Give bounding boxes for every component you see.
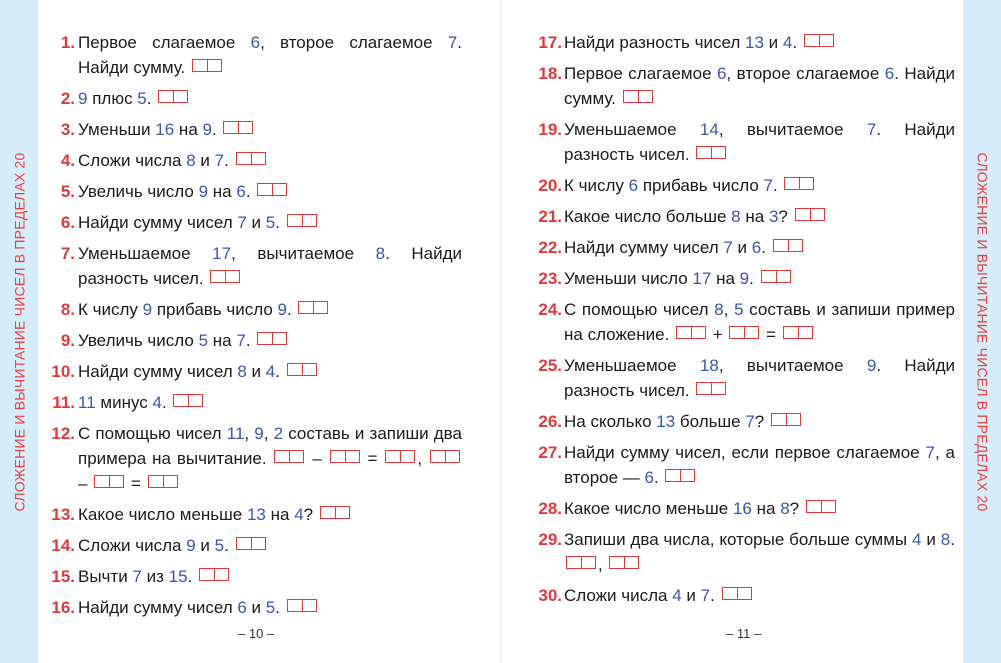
task-text: . [950, 530, 955, 549]
number-value: 7 [214, 151, 225, 170]
number-value: 7 [237, 213, 247, 232]
task-text: Первое слагаемое [564, 64, 717, 83]
task-item [48, 297, 462, 322]
task-text: . [211, 120, 222, 139]
answer-box[interactable] [158, 90, 188, 103]
task-text: С помощью чисел [78, 424, 227, 443]
answer-box[interactable] [257, 183, 287, 196]
task-number: 5. [60, 182, 75, 201]
task-text: . [749, 269, 759, 288]
task-number: 17. [538, 33, 562, 52]
task-text: Сложи числа [564, 586, 673, 605]
number-value: 9 [198, 182, 209, 201]
number-value: 5 [198, 331, 209, 350]
number-value: 17 [692, 269, 712, 288]
number-value: 8 [940, 530, 951, 549]
task-text: и [246, 213, 266, 232]
task-number: 4. [60, 151, 75, 170]
number-value: 16 [155, 120, 175, 139]
number-value: 9 [202, 120, 212, 139]
answer-box[interactable] [609, 556, 639, 569]
task-item [534, 173, 955, 198]
task-number: 14. [51, 536, 75, 555]
task-text: Найди сумму чисел [78, 362, 238, 381]
task-number: 21. [538, 207, 562, 226]
task-text: и [195, 151, 215, 170]
task-text: составь и запиши два примера на вычитание. [78, 424, 462, 468]
task-item [534, 527, 955, 577]
task-text: . [275, 213, 285, 232]
task-text: . [224, 536, 234, 555]
task-number: 10. [51, 362, 75, 381]
task-text: Увеличь число [78, 331, 199, 350]
task-item [48, 359, 462, 384]
number-value: 9 [866, 356, 877, 375]
number-value: 6 [236, 182, 246, 201]
task-text: . [161, 393, 172, 412]
task-text: . Найди разность чисел. [78, 244, 463, 288]
task-text: прибавь число [638, 176, 764, 195]
task-item [534, 409, 955, 434]
task-number: 26. [538, 412, 562, 431]
task-text: , вычитаемое [718, 120, 867, 139]
page-number-right: – 11 – [726, 626, 762, 641]
task-text: Найди сумму чисел, если первое слагаемое [564, 443, 926, 462]
task-number: 2. [60, 89, 75, 108]
task-number: 23. [538, 269, 562, 288]
number-value: 7 [447, 33, 458, 52]
answer-box[interactable] [676, 326, 706, 339]
right-page [501, 0, 963, 663]
task-text: Первое слагаемое [78, 33, 251, 52]
answer-box[interactable] [330, 450, 360, 463]
task-item [48, 210, 462, 235]
task-number: 15. [51, 567, 75, 586]
task-text: . [761, 238, 771, 257]
task-text: Уменьши [78, 120, 156, 139]
task-item [534, 30, 955, 55]
task-text: Какое число больше [564, 207, 732, 226]
task-text: , а второе — [564, 443, 956, 487]
answer-box[interactable] [806, 500, 836, 513]
number-value: 17 [212, 244, 232, 263]
task-text: + [708, 325, 728, 344]
answer-box[interactable] [696, 382, 726, 395]
task-text: и [921, 530, 941, 549]
number-value: 6 [644, 468, 654, 487]
task-text: из [141, 567, 169, 586]
task-item [48, 328, 462, 353]
number-value: 9 [254, 424, 264, 443]
task-number: 9. [60, 331, 75, 350]
task-number: 28. [538, 499, 562, 518]
number-value: 6 [716, 64, 727, 83]
answer-box[interactable] [804, 34, 834, 47]
task-item [534, 235, 955, 260]
answer-box[interactable] [665, 469, 695, 482]
task-text: Увеличь число [78, 182, 199, 201]
task-number: 12. [51, 424, 75, 443]
number-value: 8 [780, 499, 790, 518]
task-text: , второе слагаемое [260, 33, 448, 52]
task-text: На сколько [564, 412, 657, 431]
left-page [38, 0, 500, 663]
task-list-right [534, 30, 955, 614]
task-number: 30. [538, 586, 562, 605]
number-value: 5 [137, 89, 147, 108]
number-value: 8 [186, 151, 196, 170]
answer-box[interactable] [274, 450, 304, 463]
answer-box[interactable] [148, 475, 178, 488]
answer-box[interactable] [773, 239, 803, 252]
answer-box[interactable] [696, 146, 726, 159]
number-value: 6 [884, 64, 895, 83]
chapter-title-vertical-right: СЛОЖЕНИЕ И ВЫЧИТАНИЕ ЧИСЕЛ В ПРЕДЕЛАХ 20 [974, 151, 991, 512]
number-value: 6 [628, 176, 639, 195]
number-value: 5 [214, 536, 225, 555]
task-item [534, 583, 955, 608]
task-text: , [598, 555, 608, 574]
answer-box[interactable] [223, 121, 253, 134]
task-item [48, 30, 462, 80]
number-value: 18 [699, 356, 719, 375]
task-number: 16. [51, 598, 75, 617]
task-text: . Найди разность чисел. [564, 356, 956, 400]
task-text: . [287, 300, 297, 319]
number-value: 13 [246, 505, 266, 524]
task-number: 29. [538, 530, 562, 549]
task-text: на [208, 182, 237, 201]
task-text: . Найди сумму. [78, 33, 463, 77]
number-value: 5 [265, 213, 276, 232]
answer-box[interactable] [236, 152, 266, 165]
task-text: . Найди разность чисел. [564, 120, 956, 164]
task-item [48, 595, 462, 620]
task-text: и [732, 238, 752, 257]
task-number: 3. [60, 120, 75, 139]
number-value: 9 [739, 269, 750, 288]
task-text: на [174, 120, 203, 139]
task-item [48, 390, 462, 415]
task-text: С помощью чисел [564, 300, 715, 319]
task-text: Сложи числа [78, 536, 187, 555]
task-item [48, 533, 462, 558]
answer-box[interactable] [210, 270, 240, 283]
task-text: на [265, 505, 295, 524]
answer-box[interactable] [236, 537, 266, 550]
task-item [534, 440, 955, 490]
task-item [534, 496, 955, 521]
task-number: 19. [538, 120, 562, 139]
task-text: и [195, 536, 215, 555]
task-number: 7. [60, 244, 75, 263]
task-text: ? [789, 499, 804, 518]
answer-box[interactable] [192, 59, 222, 72]
task-number: 8. [60, 300, 75, 319]
task-text: , [263, 424, 274, 443]
answer-box[interactable] [287, 214, 317, 227]
answer-box[interactable] [761, 270, 791, 283]
task-text: минус [95, 393, 153, 412]
task-item [48, 502, 462, 527]
task-text: , [417, 449, 429, 468]
number-value: 4 [152, 393, 162, 412]
answer-box[interactable] [257, 332, 287, 345]
number-value: 7 [925, 443, 935, 462]
task-text: . [275, 362, 285, 381]
number-value: 11 [226, 424, 245, 443]
task-number: 6. [60, 213, 75, 232]
task-text: ? [303, 505, 318, 524]
task-text: , [244, 424, 255, 443]
task-text: . Найди сумму. [564, 64, 956, 108]
answer-box[interactable] [199, 568, 229, 581]
number-value: 9 [277, 300, 287, 319]
answer-box[interactable] [298, 301, 328, 314]
task-text: , [723, 300, 735, 319]
task-text: . [146, 89, 157, 108]
number-value: 4 [294, 505, 304, 524]
task-item [48, 564, 462, 589]
number-value: 13 [656, 412, 676, 431]
task-text: на [711, 269, 740, 288]
task-text: Найди разность чисел [564, 33, 745, 52]
task-text: . [654, 468, 664, 487]
task-text: Какое число меньше [78, 505, 247, 524]
number-value: 9 [186, 536, 196, 555]
task-text: и [681, 586, 701, 605]
right-side-strip [963, 0, 1001, 663]
number-value: 13 [744, 33, 764, 52]
number-value: 6 [250, 33, 261, 52]
number-value: 4 [782, 33, 793, 52]
task-item [48, 148, 462, 173]
task-item [534, 117, 955, 167]
task-text: , вычитаемое [718, 356, 867, 375]
task-number: 18. [538, 64, 562, 83]
task-text: прибавь число [152, 300, 278, 319]
number-value: 8 [731, 207, 741, 226]
task-text: Найди сумму чисел [564, 238, 724, 257]
answer-box[interactable] [430, 450, 460, 463]
task-text: . [187, 567, 198, 586]
task-text: ? [754, 412, 769, 431]
number-value: 4 [672, 586, 682, 605]
task-text: . [245, 182, 256, 201]
task-text: Уменьшаемое [564, 356, 700, 375]
task-text: , вычитаемое [231, 244, 376, 263]
number-value: 7 [132, 567, 142, 586]
chapter-title-vertical-left: СЛОЖЕНИЕ И ВЫЧИТАНИЕ ЧИСЕЛ В ПРЕДЕЛАХ 20 [11, 151, 28, 512]
number-value: 7 [700, 586, 711, 605]
task-text: . [773, 176, 783, 195]
task-text: – [78, 474, 93, 493]
task-text: на [751, 499, 781, 518]
answer-box[interactable] [320, 506, 350, 519]
task-text: = [126, 474, 146, 493]
answer-box[interactable] [729, 326, 759, 339]
task-text: . [792, 33, 802, 52]
number-value: 9 [142, 300, 153, 319]
task-text: . [245, 331, 256, 350]
task-number: 25. [538, 356, 562, 375]
page-number-left: – 10 – [238, 626, 275, 641]
task-text: и [763, 33, 783, 52]
answer-box[interactable] [771, 413, 801, 426]
task-text: К числу [78, 300, 143, 319]
number-value: 9 [78, 89, 88, 108]
task-item [534, 353, 955, 403]
answer-box[interactable] [287, 363, 317, 376]
task-item [48, 179, 462, 204]
number-value: 6 [751, 238, 762, 257]
task-item [48, 241, 462, 291]
task-text: Какое число меньше [564, 499, 733, 518]
task-text: и [246, 598, 266, 617]
task-text: плюс [87, 89, 138, 108]
number-value: 15 [168, 567, 188, 586]
answer-box[interactable] [623, 90, 653, 103]
task-list-left [48, 30, 462, 626]
task-item [534, 266, 955, 291]
answer-box[interactable] [784, 177, 814, 190]
answer-box[interactable] [566, 556, 596, 569]
task-number: 11. [52, 393, 75, 412]
task-text: Сложи числа [78, 151, 187, 170]
number-value: 6 [237, 598, 247, 617]
task-text: Уменьши число [564, 269, 693, 288]
task-text: . [710, 586, 720, 605]
task-item [48, 86, 462, 111]
task-item [534, 204, 955, 229]
number-value: 8 [375, 244, 386, 263]
answer-box[interactable] [94, 475, 124, 488]
number-value: 14 [699, 120, 719, 139]
task-item [534, 61, 955, 111]
task-number: 20. [538, 176, 562, 195]
number-value: 7 [236, 331, 246, 350]
number-value: 8 [714, 300, 724, 319]
task-item [48, 421, 462, 496]
answer-box[interactable] [795, 208, 825, 221]
number-value: 16 [732, 499, 752, 518]
task-number: 22. [538, 238, 562, 257]
task-text: на [208, 331, 237, 350]
number-value: 8 [237, 362, 247, 381]
task-number: 27. [538, 443, 562, 462]
number-value: 5 [265, 598, 276, 617]
task-text: Найди сумму чисел [78, 213, 238, 232]
answer-box[interactable] [173, 394, 203, 407]
task-text: и [246, 362, 266, 381]
task-text: = [761, 325, 781, 344]
answer-box[interactable] [722, 587, 752, 600]
task-text: – [306, 449, 328, 468]
number-value: 7 [866, 120, 877, 139]
task-number: 1. [60, 33, 75, 52]
task-item [534, 297, 955, 347]
number-value: 4 [265, 362, 276, 381]
number-value: 7 [745, 412, 755, 431]
task-text: больше [675, 412, 746, 431]
task-text: Найди сумму чисел [78, 598, 238, 617]
answer-box[interactable] [287, 599, 317, 612]
task-text: Вычти [78, 567, 133, 586]
number-value: 7 [763, 176, 773, 195]
number-value: 4 [912, 530, 922, 549]
task-number: 24. [538, 300, 562, 319]
task-text: , второе слагаемое [726, 64, 885, 83]
left-side-strip [0, 0, 38, 663]
task-text: Запиши два числа, которые больше суммы [564, 530, 913, 549]
answer-box[interactable] [385, 450, 415, 463]
number-value: 3 [768, 207, 779, 226]
task-text: К числу [564, 176, 629, 195]
task-text: = [361, 449, 384, 468]
task-text: . [275, 598, 285, 617]
number-value: 11 [78, 393, 96, 412]
task-text: Уменьшаемое [78, 244, 213, 263]
task-item [48, 117, 462, 142]
task-number: 13. [51, 505, 75, 524]
task-text: . [224, 151, 234, 170]
number-value: 7 [723, 238, 733, 257]
answer-box[interactable] [783, 326, 813, 339]
task-text: ? [778, 207, 793, 226]
task-text: Уменьшаемое [564, 120, 700, 139]
task-text: на [740, 207, 769, 226]
task-text: составь и запиши пример на сложение. [564, 300, 955, 344]
number-value: 5 [734, 300, 744, 319]
number-value: 2 [273, 424, 284, 443]
